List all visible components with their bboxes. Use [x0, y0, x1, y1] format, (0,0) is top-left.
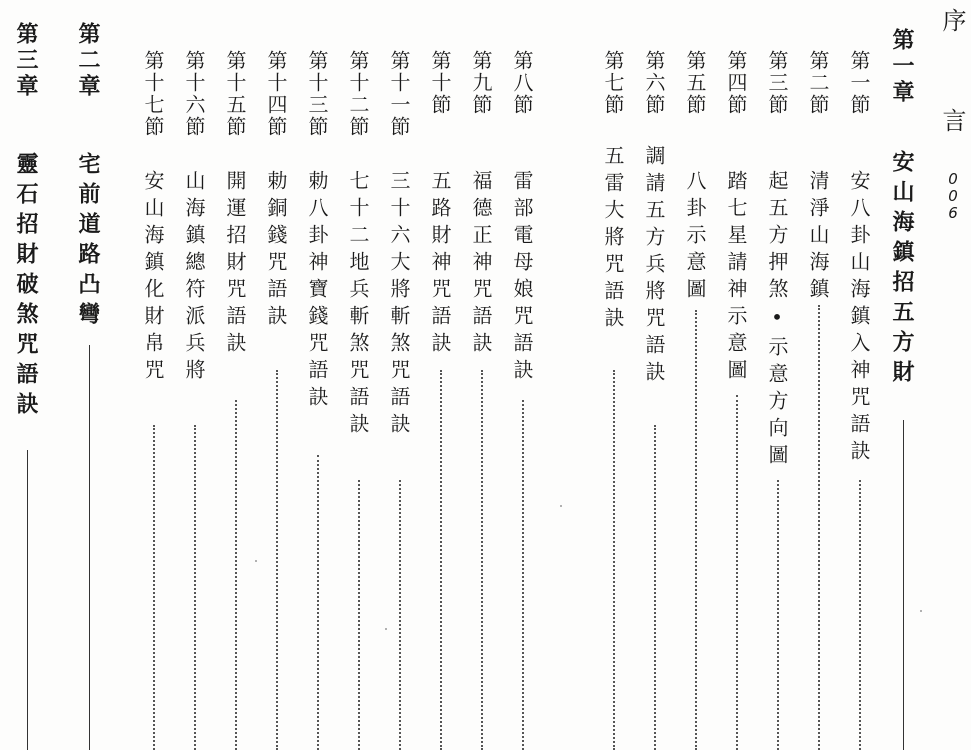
- preface-label: 序 言: [938, 8, 966, 156]
- section-title: 七十二地兵斬煞咒語訣: [346, 170, 370, 440]
- chapter-3-number: 第三章: [13, 22, 39, 100]
- chapter-2-entry[interactable]: [70, 0, 110, 750]
- section-leader: [153, 425, 155, 750]
- section-number: 第十一節: [387, 50, 411, 138]
- section-title: 開運招財咒語訣: [223, 170, 247, 359]
- section-leader: [481, 370, 483, 750]
- preface-page-number: 006: [944, 170, 962, 221]
- section-title: 勅八卦神寶錢咒語訣: [305, 170, 329, 413]
- section-15-entry[interactable]: [219, 0, 253, 750]
- section-leader: [736, 395, 738, 750]
- section-6-entry[interactable]: [638, 0, 672, 750]
- section-leader: [235, 400, 237, 750]
- section-leader: [695, 310, 697, 750]
- section-4-entry[interactable]: [720, 0, 754, 750]
- section-number: 第六節: [642, 50, 666, 116]
- scan-speck: [385, 628, 387, 630]
- scan-speck: [255, 560, 257, 562]
- chapter-1-title: 安山海鎮招五方財: [889, 150, 915, 390]
- section-1-entry[interactable]: [843, 0, 877, 750]
- section-number: 第十七節: [141, 50, 165, 138]
- section-13-entry[interactable]: [301, 0, 335, 750]
- section-5-entry[interactable]: [679, 0, 713, 750]
- section-title: 雷部電母娘咒語訣: [510, 170, 534, 386]
- section-title: 三十六大將斬煞咒語訣: [387, 170, 411, 440]
- section-leader: [358, 480, 360, 750]
- section-leader: [859, 480, 861, 750]
- section-leader: [522, 400, 524, 750]
- section-10-entry[interactable]: [424, 0, 458, 750]
- section-title: 調請五方兵將咒語訣: [642, 145, 666, 388]
- section-number: 第八節: [510, 50, 534, 116]
- section-leader: [399, 480, 401, 750]
- section-3-entry[interactable]: [761, 0, 795, 750]
- chapter-3-title: 靈石招財破煞咒語訣: [13, 152, 39, 422]
- section-number: 第二節: [806, 50, 830, 116]
- section-number: 第十四節: [264, 50, 288, 138]
- section-number: 第十二節: [346, 50, 370, 138]
- section-leader: [317, 455, 319, 750]
- section-title: 八卦示意圖: [683, 170, 707, 305]
- section-leader: [818, 305, 820, 750]
- section-title: 勅銅錢咒語訣: [264, 170, 288, 332]
- chapter-1-leader: [903, 420, 904, 750]
- section-9-entry[interactable]: [465, 0, 499, 750]
- section-number: 第九節: [469, 50, 493, 116]
- section-number: 第十六節: [182, 50, 206, 138]
- chapter-2-title: 宅前道路凸彎: [75, 152, 101, 332]
- section-title: 五路財神咒語訣: [428, 170, 452, 359]
- section-leader: [777, 480, 779, 750]
- section-title: 清淨山海鎮: [806, 170, 830, 305]
- section-number: 第十五節: [223, 50, 247, 138]
- chapter-1-number: 第一章: [889, 28, 915, 106]
- section-title: 福德正神咒語訣: [469, 170, 493, 359]
- chapter-2-leader: [89, 345, 90, 750]
- scan-speck: [560, 505, 562, 507]
- section-number: 第三節: [765, 50, 789, 116]
- section-leader: [440, 370, 442, 750]
- section-leader: [276, 370, 278, 750]
- section-7-entry[interactable]: [597, 0, 631, 750]
- section-title: 安山海鎮化財帛咒: [141, 170, 165, 386]
- section-number: 第五節: [683, 50, 707, 116]
- section-title: 踏七星請神示意圖: [724, 170, 748, 386]
- section-title: 起五方押煞•示意方向圖: [765, 170, 789, 471]
- section-title: 山海鎮總符派兵將: [182, 170, 206, 386]
- section-number: 第四節: [724, 50, 748, 116]
- chapter-2-number: 第二章: [75, 22, 101, 100]
- section-number: 第七節: [601, 50, 625, 116]
- section-2-entry[interactable]: [802, 0, 836, 750]
- section-number: 第一節: [847, 50, 871, 116]
- section-number: 第十節: [428, 50, 452, 116]
- section-title: 安八卦山海鎮入神咒語訣: [847, 170, 871, 467]
- chapter-1-entry[interactable]: [884, 0, 924, 750]
- section-17-entry[interactable]: [137, 0, 171, 750]
- section-leader: [613, 370, 615, 750]
- section-12-entry[interactable]: [342, 0, 376, 750]
- section-11-entry[interactable]: [383, 0, 417, 750]
- section-8-entry[interactable]: [506, 0, 540, 750]
- chapter-3-entry[interactable]: [8, 0, 48, 750]
- scan-speck: [920, 610, 922, 612]
- section-14-entry[interactable]: [260, 0, 294, 750]
- section-title: 五雷大將咒語訣: [601, 145, 625, 334]
- section-number: 第十三節: [305, 50, 329, 138]
- section-leader: [194, 425, 196, 750]
- chapter-3-leader: [27, 450, 28, 750]
- section-leader: [654, 425, 656, 750]
- section-16-entry[interactable]: [178, 0, 212, 750]
